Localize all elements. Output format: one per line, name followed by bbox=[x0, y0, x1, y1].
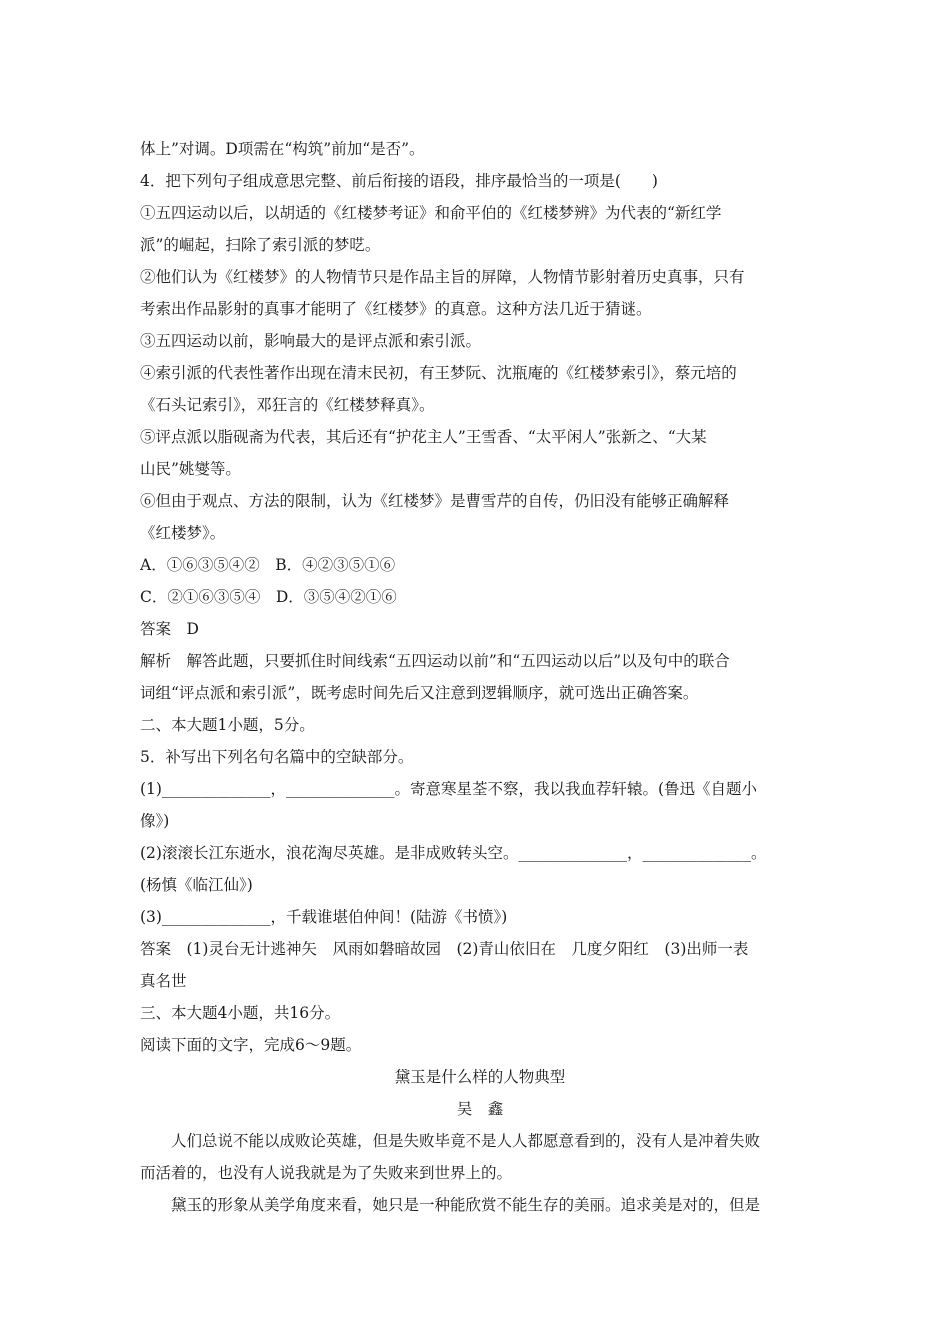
section-2-heading: 二、本大题1小题，5分。 bbox=[140, 716, 315, 734]
article-author: 吴 鑫 bbox=[456, 1100, 504, 1118]
sentence-6: ⑥但由于观点、方法的限制，认为《红楼梦》是曹雪芹的自传，仍旧没有能够正确解释 bbox=[140, 492, 730, 510]
sentence-6-cont: 《红楼梦》。 bbox=[140, 524, 226, 542]
question-5-item-3: (3)______________，千载谁堪伯仲间！(陆游《书愤》) bbox=[140, 908, 508, 926]
sentence-2-cont: 考索出作品影射的真事才能明了《红楼梦》的真意。这种方法几近于猜谜。 bbox=[140, 300, 652, 318]
article-paragraph-1: 人们总说不能以成败论英雄，但是失败毕竟不是人人都愿意看到的，没有人是冲着失败 bbox=[171, 1132, 761, 1150]
article-title: 黛玉是什么样的人物典型 bbox=[394, 1068, 566, 1086]
section-3-heading: 三、本大题4小题，共16分。 bbox=[140, 1004, 341, 1022]
question-5-item-1: (1)______________，______________。寄意寒星荃不察，我以我血荐轩辕。(鲁迅《自题小 bbox=[140, 780, 758, 798]
sentence-1-cont: 派”的崛起，扫除了索引派的梦呓。 bbox=[140, 236, 381, 254]
options-c-d: C．②①⑥③⑤④ D．③⑤④②①⑥ bbox=[140, 588, 397, 606]
sentence-2: ②他们认为《红楼梦》的人物情节只是作品主旨的屏障，人物情节影射着历史真事，只有 bbox=[140, 268, 745, 286]
question-4-stem: 4．把下列句子组成意思完整、前后衔接的语段，排序最恰当的一项是( ) bbox=[140, 172, 658, 190]
article-paragraph-1-cont: 而活着的，也没有人说我就是为了失败来到世界上的。 bbox=[140, 1164, 513, 1182]
article-paragraph-2: 黛玉的形象从美学角度来看，她只是一种能欣赏不能生存的美丽。追求美是对的，但是 bbox=[171, 1196, 761, 1214]
question-5-item-2-cont: (杨慎《临江仙》) bbox=[140, 876, 253, 894]
options-a-b: A．①⑥③⑤④② B．④②③⑤①⑥ bbox=[140, 556, 396, 574]
sentence-3: ③五四运动以前，影响最大的是评点派和索引派。 bbox=[140, 332, 482, 350]
answer-5: 答案 (1)灵台无计逃神矢 风雨如磐暗故园 (2)青山依旧在 几度夕阳红 (3)出师一表 bbox=[140, 940, 749, 958]
sentence-5: ⑤评点派以脂砚斋为代表，其后还有“护花主人”王雪香、“太平闲人”张新之、“大某 bbox=[140, 428, 707, 446]
sentence-1: ①五四运动以后，以胡适的《红楼梦考证》和俞平伯的《红楼梦辨》为代表的“新红学 bbox=[140, 204, 722, 222]
question-5-stem: 5．补写出下列名句名篇中的空缺部分。 bbox=[140, 748, 414, 766]
sentence-4-cont: 《石头记索引》，邓狂言的《红楼梦释真》。 bbox=[140, 396, 435, 414]
question-5-item-1-cont: 像》) bbox=[140, 812, 170, 830]
reading-instruction: 阅读下面的文字，完成6～9题。 bbox=[140, 1036, 362, 1054]
document-page bbox=[140, 133, 820, 1221]
analysis-4-cont: 词组“评点派和索引派”，既考虑时间先后又注意到逻辑顺序，就可选出正确答案。 bbox=[140, 684, 699, 702]
text-line: 体上”对调。D项需在“构筑”前加“是否”。 bbox=[140, 140, 425, 158]
sentence-4: ④索引派的代表性著作出现在清末民初，有王梦阮、沈瓶庵的《红楼梦索引》，蔡元培的 bbox=[140, 364, 737, 382]
analysis-4: 解析 解答此题，只要抓住时间线索“五四运动以前”和“五四运动以后”以及句中的联合 bbox=[140, 652, 730, 670]
sentence-5-cont: 山民”姚燮等。 bbox=[140, 460, 241, 478]
question-5-item-2: (2)滚滚长江东逝水，浪花淘尽英雄。是非成败转头空。______________，______________。 bbox=[140, 844, 767, 862]
answer-5-cont: 真名世 bbox=[140, 972, 187, 990]
answer-4: 答案 D bbox=[140, 620, 199, 638]
